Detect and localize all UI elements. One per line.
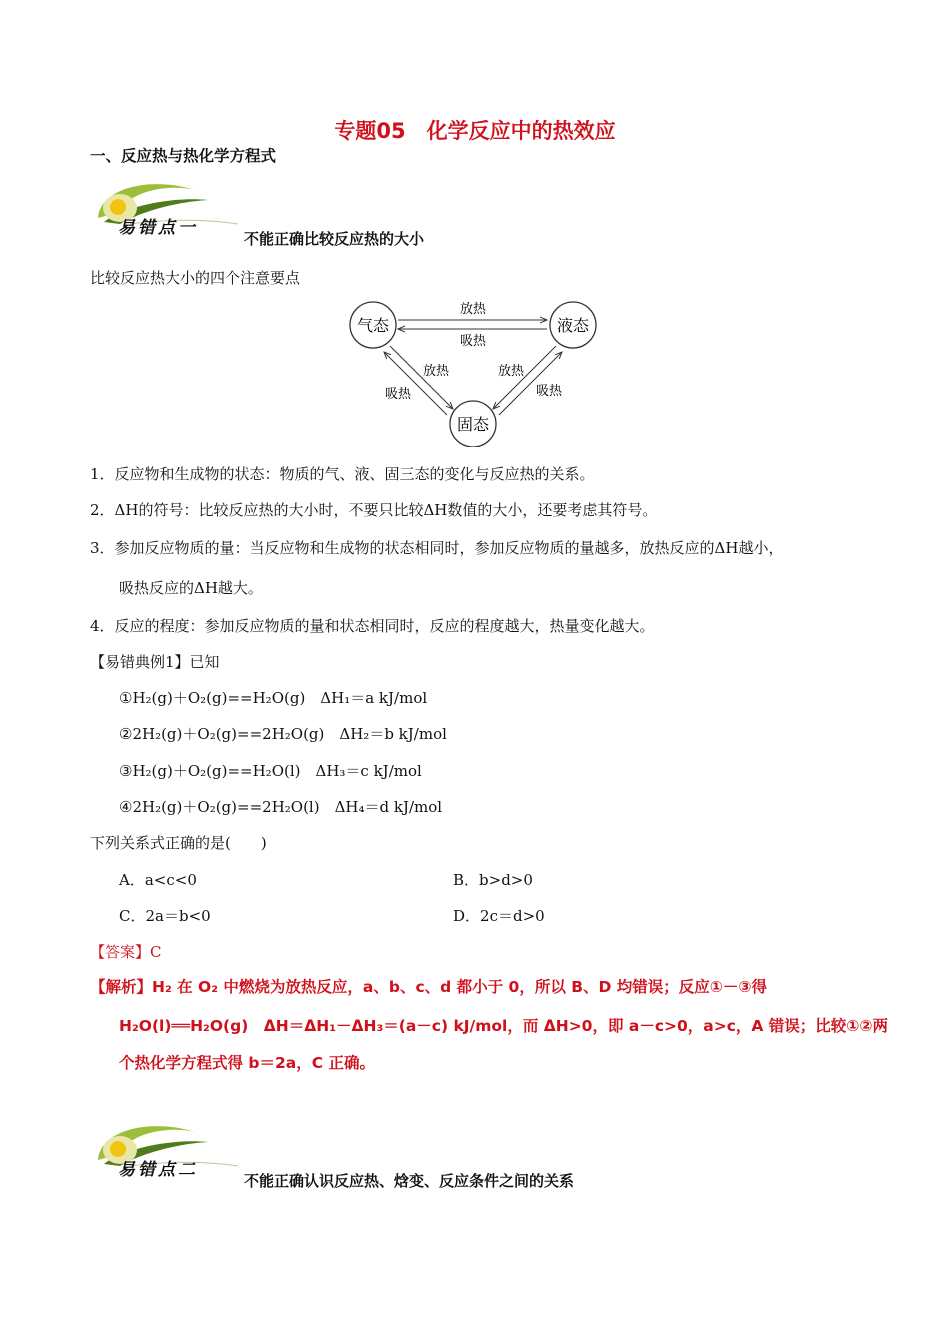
page-title: 专题05 化学反应中的热效应 <box>334 119 616 143</box>
error-point-title-1: 不能正确比较反应热的大小 <box>244 230 425 248</box>
option-a: A．a<c<0 <box>119 871 197 889</box>
option-d: D．2c＝d>0 <box>453 907 545 925</box>
analysis-line-2: H₂O(l)══H₂O(g) ΔH＝ΔH₁－ΔH₃＝(a－c) kJ/mol，而 ΔH>0，即 a－c>0，a>c，A 错误；比较①②两 <box>119 1017 889 1035</box>
answer-text: 【答案】C <box>90 943 162 961</box>
note-item-2: 2．ΔH的符号：比较反应热的大小时，不要只比较ΔH数值的大小，还要考虑其符号。 <box>90 501 658 519</box>
right-absorb-label: 吸热 <box>535 384 563 399</box>
solid-label: 固态 <box>456 415 490 434</box>
equation-3: ③H₂(g)＋O₂(g)==H₂O(l) ΔH₃＝c kJ/mol <box>119 762 422 780</box>
equation-2: ②2H₂(g)＋O₂(g)==2H₂O(g) ΔH₂＝b kJ/mol <box>119 725 447 743</box>
note-item-3: 3．参加反应物质的量：当反应物和生成物的状态相同时，参加反应物质的量越多，放热反应的ΔH越小， <box>90 539 784 557</box>
option-b: B．b>d>0 <box>453 871 533 889</box>
note-item-1: 1．反应物和生成物的状态：物质的气、液、固三态的变化与反应热的关系。 <box>90 465 595 483</box>
intro-text: 比较反应热大小的四个注意要点 <box>90 269 301 287</box>
solid-to-gas-arrow <box>384 352 447 415</box>
badge-label-1: 易错点一 <box>118 218 198 238</box>
question-text: 下列关系式正确的是( ) <box>90 834 267 852</box>
option-c: C．2a＝b<0 <box>119 907 211 925</box>
note-item-3-cont: 吸热反应的ΔH越大。 <box>119 579 263 597</box>
badge-label-2: 易错点二 <box>118 1160 198 1180</box>
analysis-line-1: 【解析】H₂ 在 O₂ 中燃烧为放热反应，a、b、c、d 都小于 0，所以 B、D 均错误；反应①－③得 <box>90 978 768 996</box>
example-label: 【易错典例1】已知 <box>90 653 220 671</box>
right-release-label: 放热 <box>497 364 525 379</box>
error-point-title-2: 不能正确认识反应热、焓变、反应条件之间的关系 <box>244 1172 575 1190</box>
left-absorb-label: 吸热 <box>384 387 412 402</box>
equation-4: ④2H₂(g)＋O₂(g)==2H₂O(l) ΔH₄＝d kJ/mol <box>119 798 443 816</box>
top-absorb-label: 吸热 <box>459 334 487 349</box>
liquid-label: 液态 <box>556 316 590 335</box>
analysis-line-3: 个热化学方程式得 b＝2a，C 正确。 <box>119 1054 376 1072</box>
top-release-label: 放热 <box>459 302 487 317</box>
error-point-badge-1 <box>90 178 240 242</box>
section-heading: 一、反应热与热化学方程式 <box>90 147 277 165</box>
left-release-label: 放热 <box>422 364 450 379</box>
gas-label: 气态 <box>356 316 390 335</box>
equation-1: ①H₂(g)＋O₂(g)==H₂O(g) ΔH₁＝a kJ/mol <box>119 689 428 707</box>
state-change-diagram <box>340 292 610 447</box>
error-point-badge-2 <box>90 1120 240 1184</box>
note-item-4: 4．反应的程度：参加反应物质的量和状态相同时，反应的程度越大，热量变化越大。 <box>90 617 655 635</box>
